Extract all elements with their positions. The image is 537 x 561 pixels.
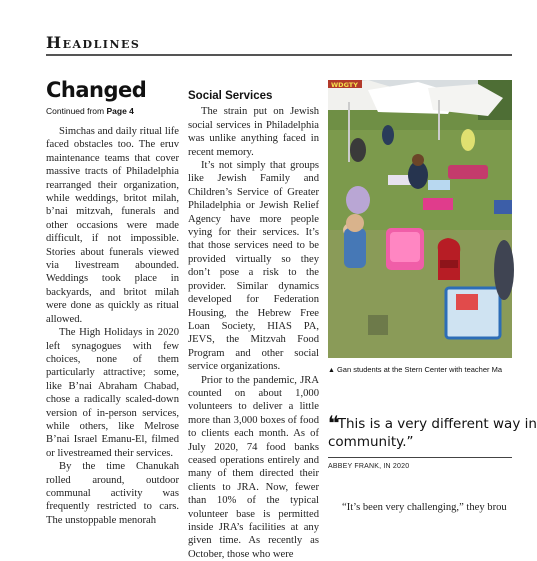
paragraph: It’s not simply that groups like Jewish Family and Children’s Service of Greater Philadelphia or Jewish Relief Agency have more people vying for their services. It’s that those services need to be provided virtually so they don’t pose a risk to the provider. Similar dynamics developed for Federation Housing, the Hebrew Free Loan Society, HIAS PA, JEVS, the Mitzvah Food Program and other social service organizations. [188, 160, 319, 373]
headline: Changed [46, 78, 147, 102]
continued-prefix: Continued from [46, 106, 107, 116]
paragraph: The strain put on Jewish social services in Philadelphia was unlike anything faced in recent memory. [188, 106, 319, 158]
caption-triangle-icon: ▲ [328, 367, 335, 374]
pull-quote-line-1: This is a very different way in [337, 416, 537, 432]
article-column-1 [46, 125, 179, 527]
subhead: Social Services [188, 90, 273, 102]
photo-caption [328, 365, 512, 374]
photo-scene [328, 80, 512, 358]
paragraph: The High Holidays in 2020 left synagogues with few choices, none of them particularly attractive; some, like B’nai Abraham Chabad, chose a radically scaled-down version of in-person services, while others, like Melrose B’nai Israel Emanu-El, filmed or livestreamed their services. [46, 327, 179, 459]
caption-text: Gan students at the Stern Center with teacher Ma [336, 365, 503, 374]
pull-quote [328, 411, 537, 451]
paragraph: Simchas and daily ritual life faced obstacles too. The eruv maintenance teams that cover massive tracts of Philadelphia rearranged their organization, while weddings, britot milah, b’nai mitzvah, funerals and other occasions were made difficult, if not impossible. Stories about funerals viewed via livestream abounded. Weddings took place in backyards, and britot milah were done as quickly as ritual allowed. [46, 126, 179, 325]
header-rule [46, 54, 512, 56]
quote-rule [328, 457, 512, 458]
continued-page-link[interactable]: Page 4 [106, 106, 134, 116]
section-header: Headlines [46, 33, 141, 52]
article-photo [328, 80, 512, 358]
continued-line [46, 106, 134, 116]
paragraph: By the time Chanukah rolled around, outdoor communal activity was frequently restricted to cars. The unstoppable menorah [46, 461, 179, 526]
paragraph: Prior to the pandemic, JRA counted on about 1,000 volunteers to deliver a little more than 3,000 boxes of food to clients each month. As of July 2020, 74 food banks ceased operations entirely and many of them directed their clients to JRA. Now, fewer than 10% of the typical volunteer base is permitted inside JRA’s facilities at any given time. As recently as October, those who were [188, 374, 319, 560]
quote-attribution: ABBEY FRANK, IN 2020 [328, 463, 410, 470]
banner-text: WDGTY [331, 81, 358, 89]
column-3-start: “It’s been very challenging,” they brou [342, 502, 507, 513]
pull-quote-line-2: community.” [328, 434, 414, 450]
article-column-2 [188, 90, 319, 561]
quote-mark-icon: ❝ [328, 411, 337, 435]
